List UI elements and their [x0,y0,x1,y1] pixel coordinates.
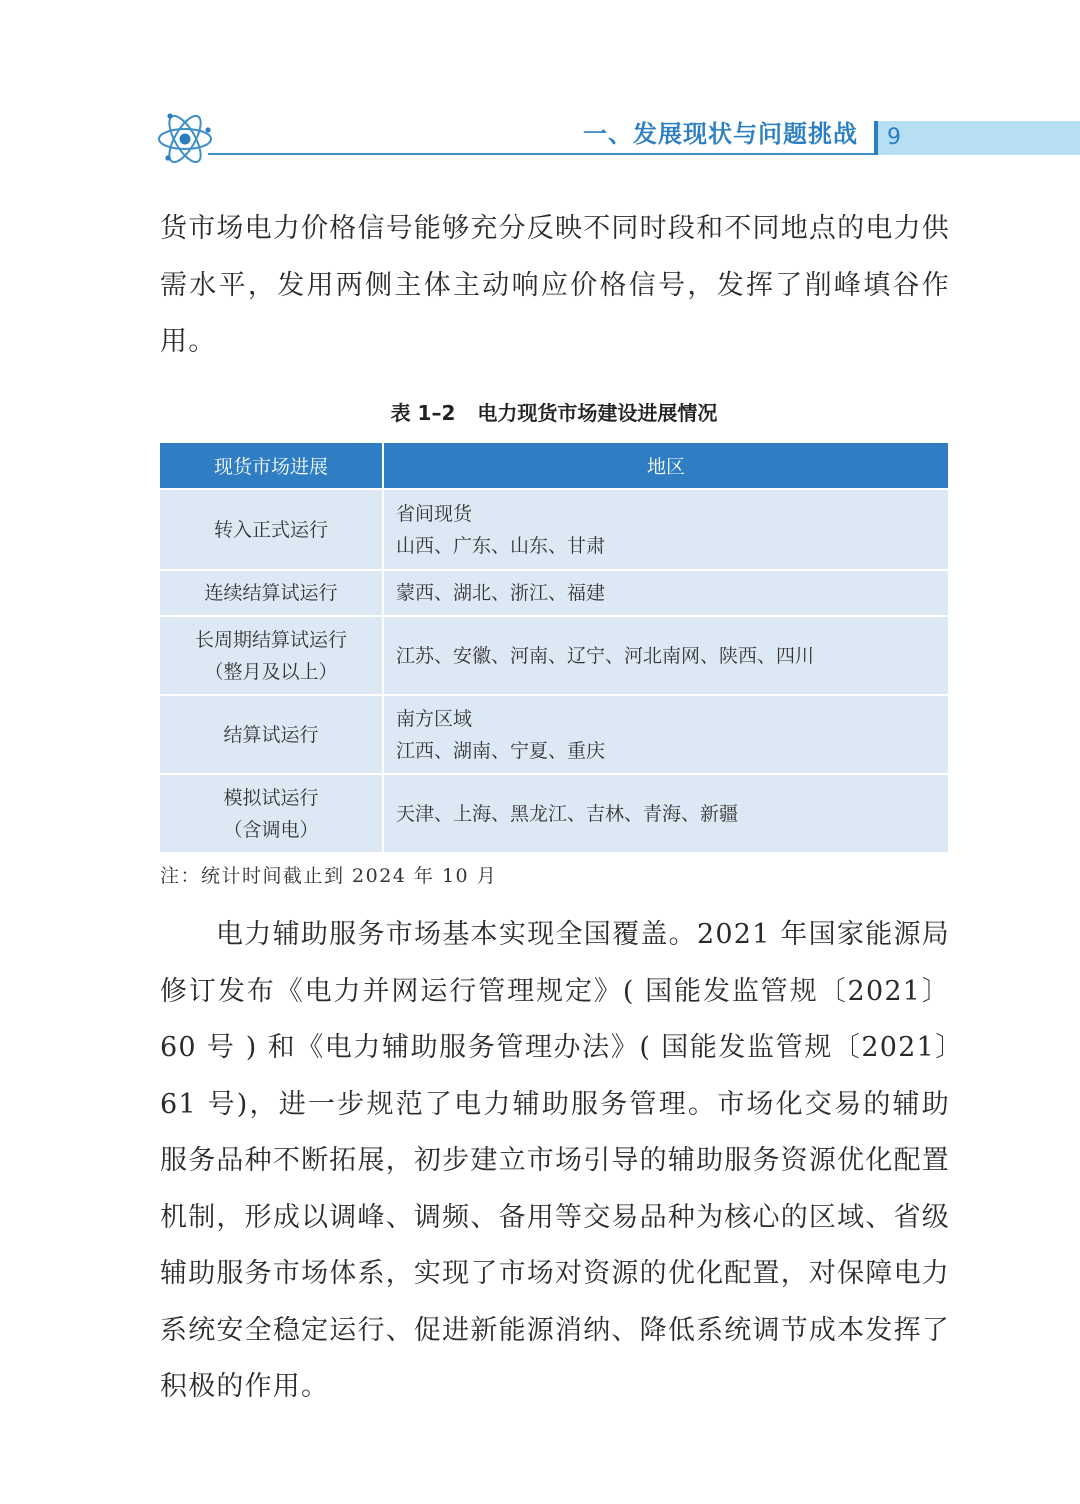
table-header-row [160,443,948,489]
table-row [160,489,948,570]
table-row [160,695,948,774]
region-line: 山西、广东、山东、甘肃 [396,534,606,557]
region-line: 南方区域 [396,707,473,730]
table-note: 注：统计时间截止到 2024 年 10 月 [160,865,498,887]
table-number: 表 1–2 [390,401,456,425]
page-number-tab-accent [874,121,878,155]
column-header-region: 地区 [383,443,948,489]
table-title: 电力现货市场建设进展情况 [477,401,718,425]
region-line: 省间现货 [396,502,473,525]
page-number: 9 [887,125,901,150]
table-row [160,616,948,695]
paragraph-ancillary-services: 电力辅助服务市场基本实现全国覆盖。2021 年国家能源局修订发布《电力并网运行管理规定》( 国能发监管规〔2021〕60 号 ) 和《电力辅助服务管理办法》( 国能发监管规〔2021〕61 号)，进一步规范了电力辅助服务管理。市场化交易的辅助服务品种不断拓展，初步建立市场引导的辅助服务资源优化配置机制，形成以调峰、调频、备用等交易品种为核心的区域、省级辅助服务市场体系，实现了市场对资源的优化配置，对保障电力系统安全稳定运行、促进新能源消纳、降低系统调节成本发挥了积极的作用。 [160,919,950,1402]
region-cell [383,489,948,570]
stage-label: 结算试运行 [223,723,319,746]
region-line: 蒙西、湖北、浙江、福建 [396,582,606,604]
stage-label: 转入正式运行 [213,518,328,541]
stage-cell [160,489,383,570]
stage-label: 连续结算试运行 [204,582,338,604]
region-line: 天津、上海、黑龙江、吉林、青海、新疆 [396,802,739,825]
region-cell [383,570,948,616]
stage-cell [160,616,383,695]
stage-label: 模拟试运行 [223,786,319,809]
stage-cell [160,774,383,852]
paragraph-intro: 货市场电力价格信号能够充分反映不同时段和不同地点的电力供需水平，发用两侧主体主动响应价格信号，发挥了削峰填谷作用。 [160,213,950,357]
region-line: 江西、湖南、宁夏、重庆 [396,739,606,762]
stage-cell [160,570,383,616]
region-cell [383,616,948,695]
section-title: 一、发展现状与问题挑战 [583,120,858,148]
atom-icon [156,108,214,170]
stage-label: 长周期结算试运行 [194,628,347,651]
page-number-tab [874,121,1080,155]
table-row [160,774,948,852]
stage-sublabel: （含调电） [223,818,319,841]
stage-sublabel: （整月及以上） [204,660,338,683]
table-caption [160,396,948,430]
region-cell [383,774,948,852]
page-header [0,0,1080,180]
stage-cell [160,695,383,774]
column-header-stage: 现货市场进展 [160,443,383,489]
region-line: 江苏、安徽、河南、辽宁、河北南网、陕西、四川 [396,644,815,667]
table-row [160,570,948,616]
spot-market-progress-table [160,443,948,852]
region-cell [383,695,948,774]
